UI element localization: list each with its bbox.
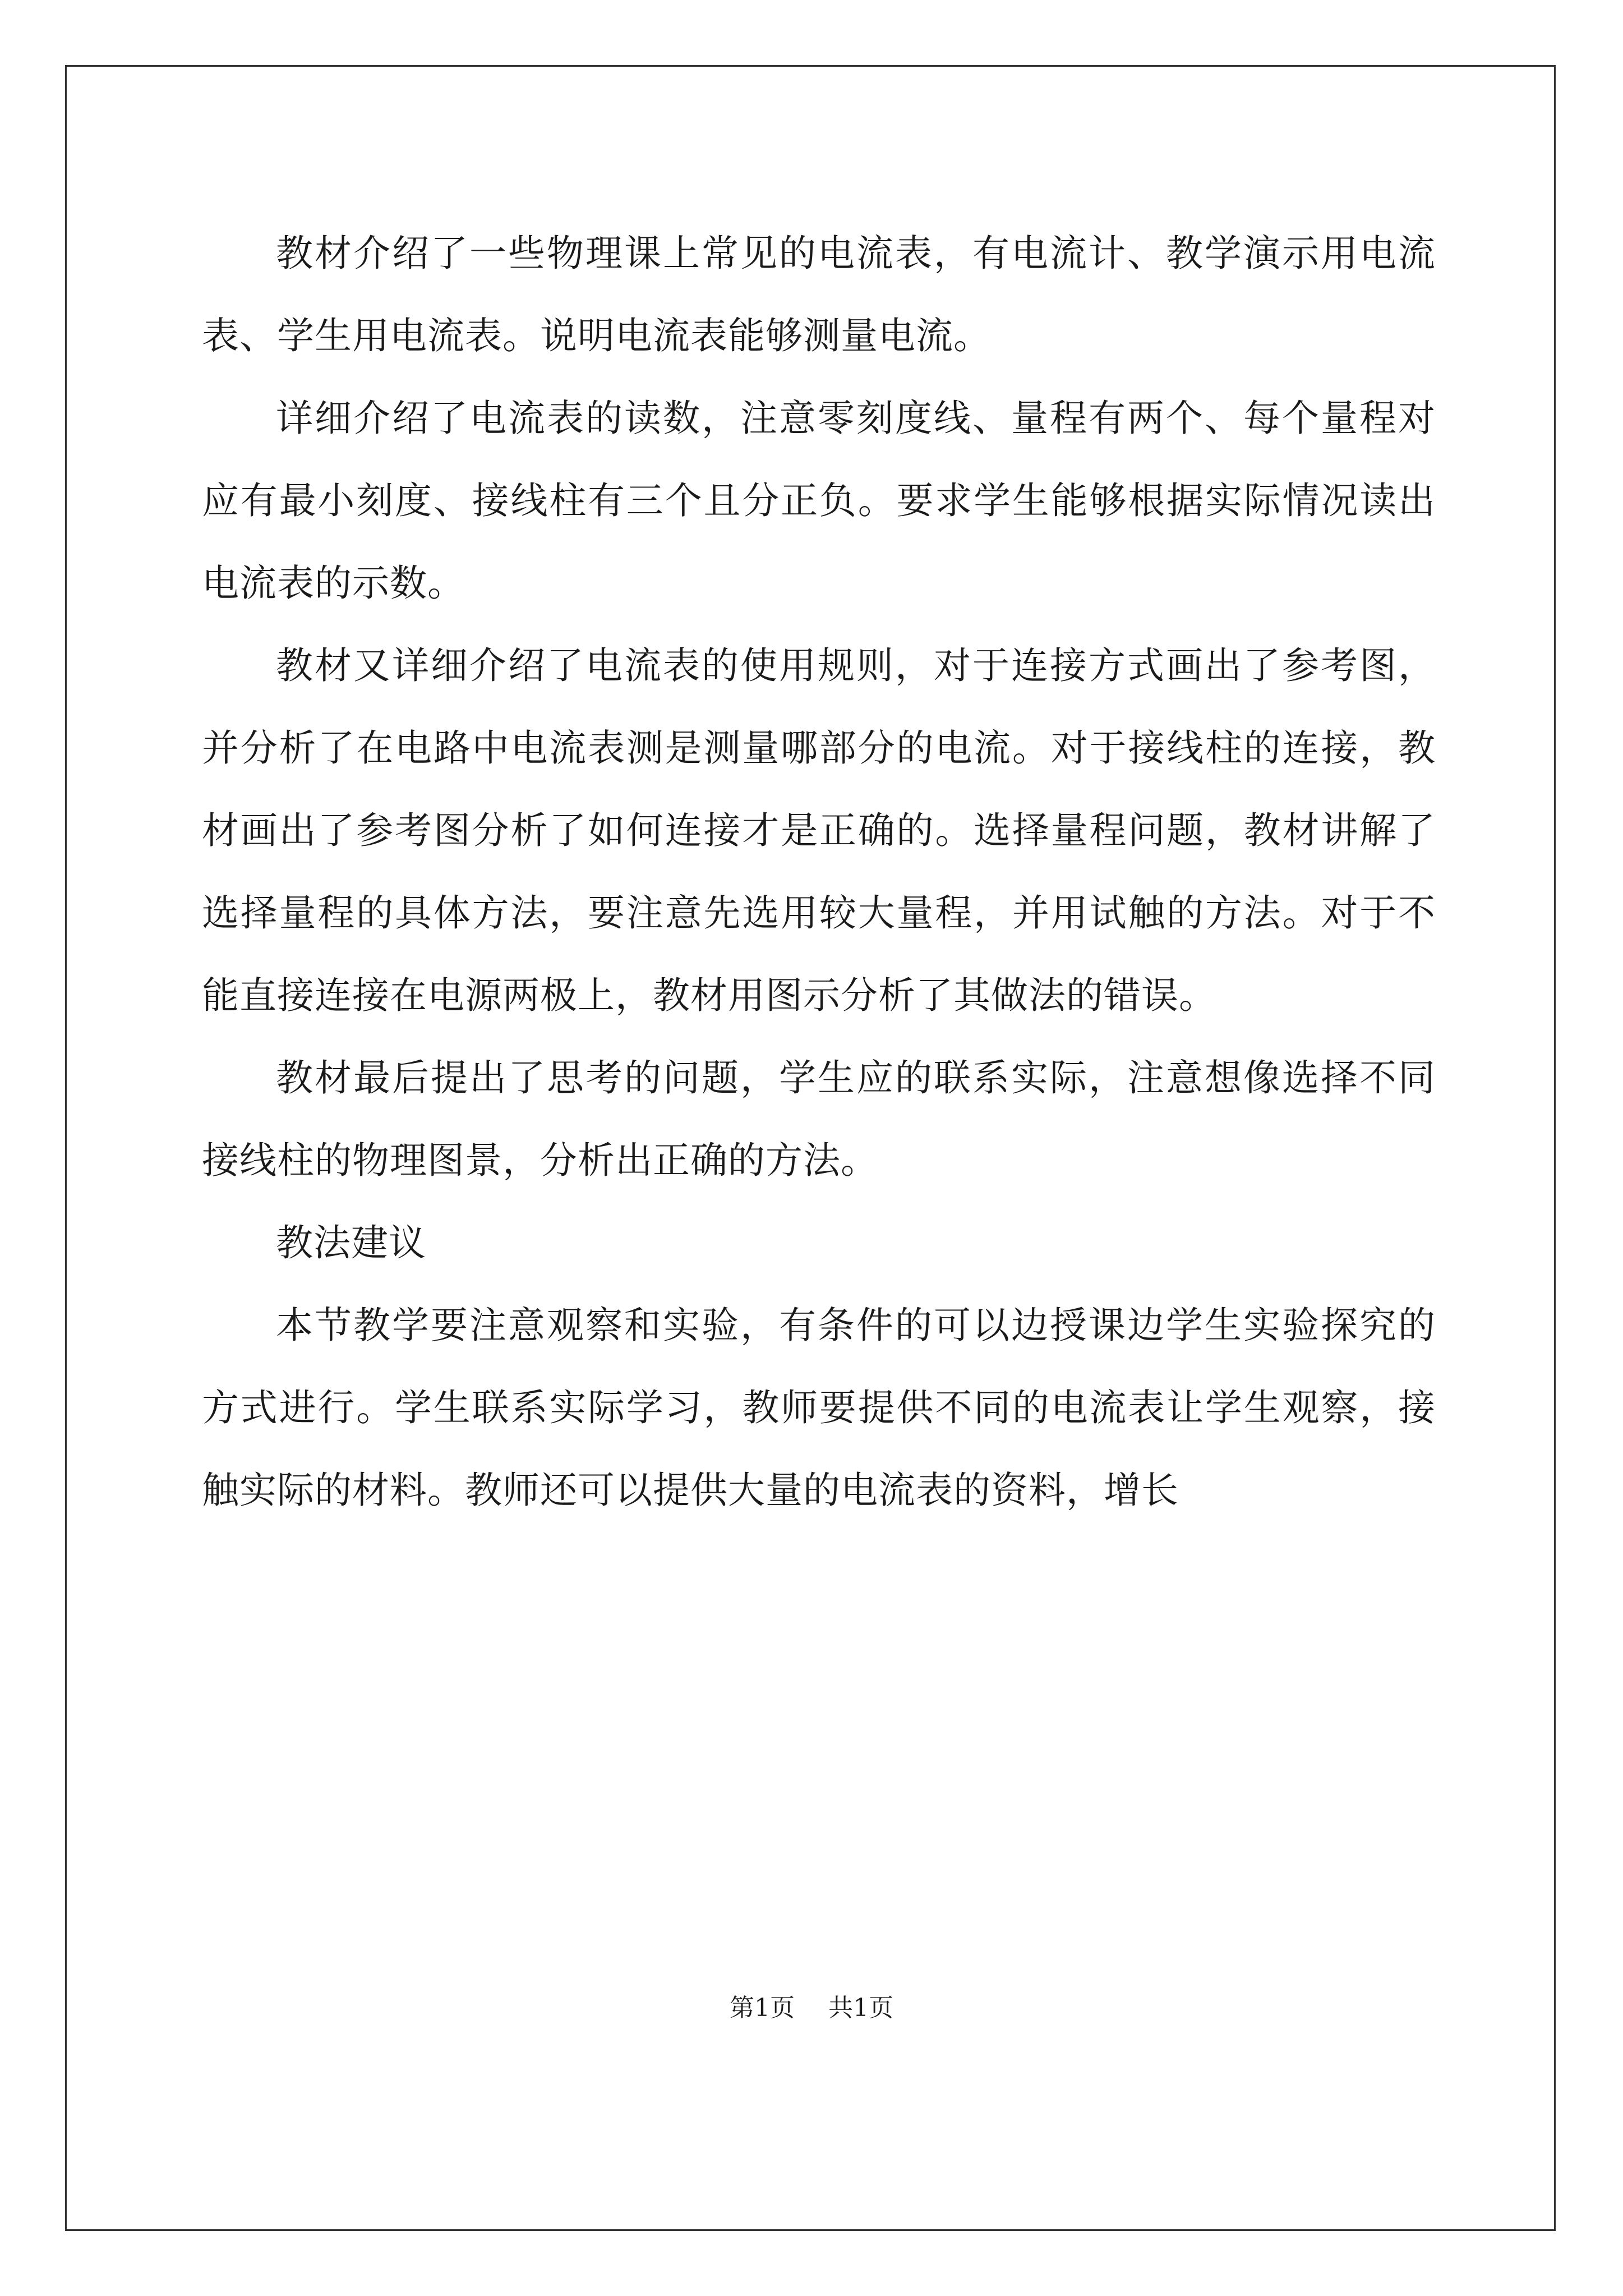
paragraph-2: 详细介绍了电流表的读数，注意零刻度线、量程有两个、每个量程对应有最小刻度、接线柱有三个且分正负。要求学生能够根据实际情况读出电流表的示数。 [202, 397, 1436, 605]
paragraph-4: 教材最后提出了思考的问题，学生应的联系实际，注意想像选择不同接线柱的物理图景，分析出正确的方法。 [202, 1056, 1436, 1182]
page-footer [0, 1991, 1623, 2025]
paragraph-1: 教材介绍了一些物理课上常见的电流表，有电流计、教学演示用电流表、学生用电流表。说明电流表能够测量电流。 [202, 232, 1436, 357]
paragraph-3: 教材又详细介绍了电流表的使用规则，对于连接方式画出了参考图，并分析了在电路中电流表测是测量哪部分的电流。对于接线柱的连接，教材画出了参考图分析了如何连接才是正确的。选择量程问题，教材讲解了选择量程的具体方法，要注意先选用较大量程，并用试触的方法。对于不能直接连接在电源两极上，教材用图示分析了其做法的错误。 [202, 644, 1436, 1017]
page-number: 第1页 [730, 1994, 795, 2022]
document-body [202, 212, 1436, 1531]
paragraph-5: 本节教学要注意观察和实验，有条件的可以边授课边学生实验探究的方式进行。学生联系实际学习，教师要提供不同的电流表让学生观察，接触实际的材料。教师还可以提供大量的电流表的资料，增长 [202, 1304, 1436, 1512]
page-total: 共1页 [828, 1994, 893, 2022]
section-heading: 教法建议 [276, 1221, 426, 1264]
